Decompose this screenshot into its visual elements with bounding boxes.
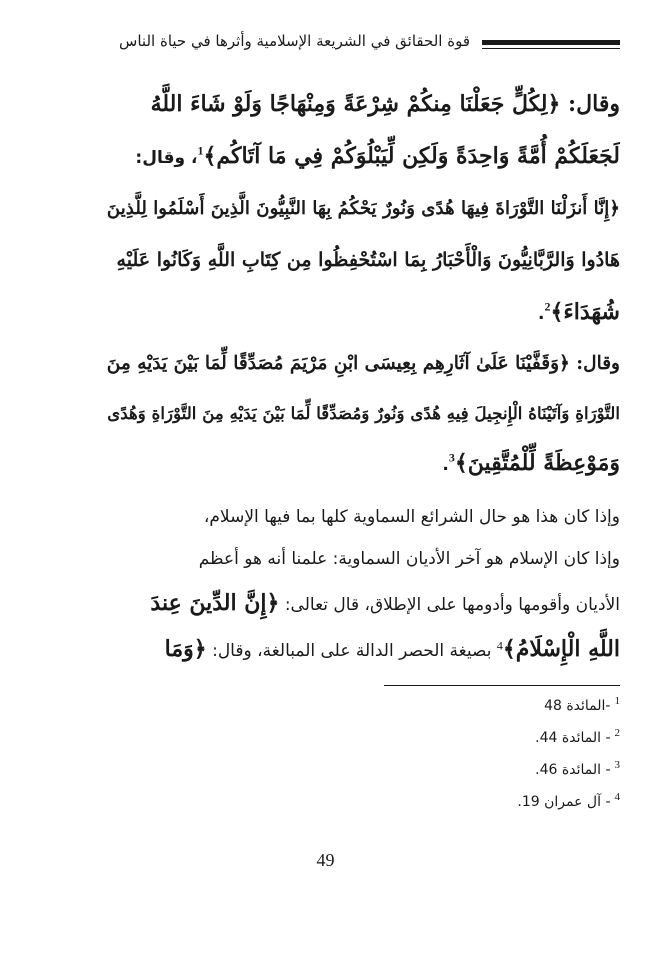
text-line [96,580,620,626]
footnote-item [380,786,620,818]
text-line [96,338,620,388]
text-line [96,496,620,538]
text-line [96,78,620,130]
footnote-item [380,754,620,786]
prose-text: الأديان وأقومها وأدومها على الإطلاق، قال تعالى: [279,595,620,615]
text-line [96,234,620,286]
running-header [96,30,620,56]
text-line [96,130,620,182]
text-line [96,286,620,338]
prose-text: بصيغة الحصر الدالة على المبالغة، وقال: [206,641,497,661]
page-number: 49 [316,850,335,870]
verse-text: شُهَدَاءَ﴾ [550,299,620,325]
text-line [96,182,620,234]
text-line [96,438,620,488]
paragraph-3 [96,496,620,672]
paragraph-1 [96,78,620,338]
verse-text: لَجَعَلَكُمْ أُمَّةً وَاحِدَةً وَلَكِن لِّيَبْلُوَكُمْ فِي مَا آتَاكُم﴾ [203,143,620,169]
footnote-rule [384,685,620,686]
verse-text: وقال: ﴿وَقَفَّيْنَا عَلَىٰ آثَارِهِم بِعِيسَى ابْنِ مَرْيَمَ مُصَدِّقًا لِّمَا بَيْنَ يَدَيْهِ مِنَ [106,353,620,374]
text-line [96,388,620,438]
footnote-item [380,690,620,722]
verse-text: ﴿إِنَّ الدِّينَ عِندَ [150,590,280,616]
footnote-number: 3 [614,759,620,772]
verse-text: هَادُوا وَالرَّبَّانِيُّونَ وَالْأَحْبَارُ بِمَا اسْتُحْفِظُوا مِن كِتَابِ اللَّهِ وَكَانُوا عَلَيْهِ [116,249,620,271]
prose-text: وإذا كان الإسلام هو آخر الأديان السماوية: علمنا أنه هو أعظم [198,549,620,569]
verse-text: وَمَوْعِظَةً لِّلْمُتَّقِينَ﴾ [454,450,620,476]
prose-text: . [442,455,449,475]
footnote-number: 1 [614,695,620,708]
footnotes [380,690,620,818]
prose-text: ، وقال: [135,148,198,168]
prose-text: . [538,304,545,324]
footnote-ref[interactable]: 3 [448,450,455,465]
footnote-ref[interactable]: 4 [496,638,503,653]
footnote-ref[interactable]: 2 [544,299,551,314]
verse-text: ﴿إِنَّا أَنزَلْنَا التَّوْرَاةَ فِيهَا هُدًى وَنُورٌ يَحْكُمُ بِهَا النَّبِيُّونَ الَّذِينَ أَسْلَمُوا لِلَّذِينَ [106,198,620,219]
footnote-ref[interactable]: 1 [197,143,204,158]
footnote-item [380,722,620,754]
text-line [96,626,620,672]
footnote-number: 2 [614,727,620,740]
footnote-number: 4 [614,791,620,804]
verse-text: التَّوْرَاةِ وَآتَيْنَاهُ الْإِنجِيلَ فِيهِ هُدًى وَنُورٌ وَمُصَدِّقًا لِّمَا بَيْنَ يَدَيْهِ مِنَ التَّوْرَاةِ وَهُدًى [107,403,620,423]
verse-text: ﴿وَمَا [164,636,207,662]
text-line [96,538,620,580]
paragraph-2 [96,338,620,488]
footnote-text: - المائدة 44. [535,730,611,746]
footnote-text: -المائدة 48 [544,698,611,714]
verse-text: وقال: ﴿لِكُلٍّ جَعَلْنَا مِنكُمْ شِرْعَةً وَمِنْهَاجًا وَلَوْ شَاءَ اللَّهُ [150,91,620,117]
header-rule [482,40,620,45]
footnote-text: - المائدة 46. [535,762,611,778]
prose-text: وإذا كان هذا هو حال الشرائع السماوية كلها بما فيها الإسلام، [203,507,620,527]
footnote-text: - آل عمران 19. [517,794,611,810]
verse-text: اللَّهِ الْإِسْلَامُ﴾ [502,636,620,662]
header-title: قوة الحقائق في الشريعة الإسلامية وأثرها في حياة الناس [119,32,470,50]
